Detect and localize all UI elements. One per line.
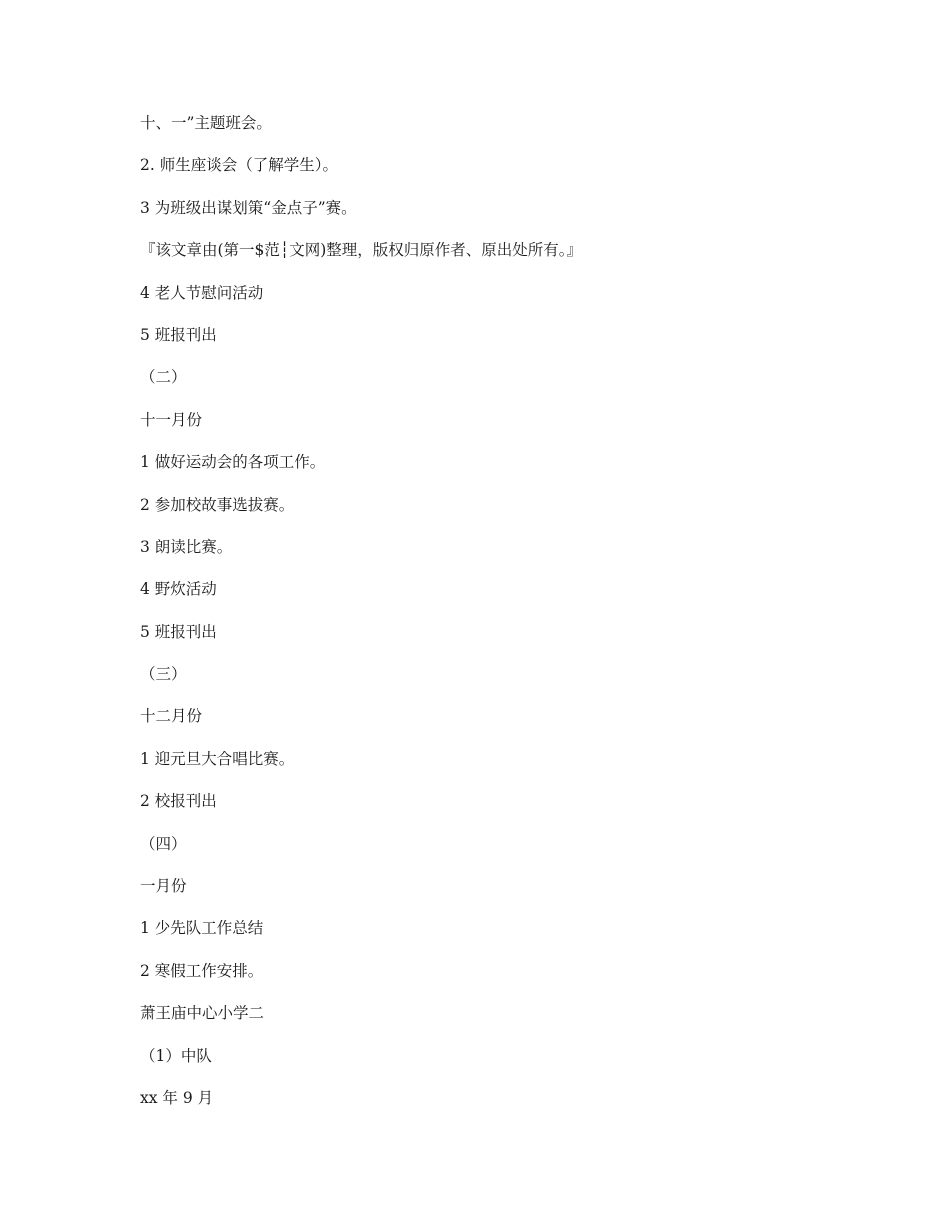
text-line: 1 做好运动会的各项工作。 (140, 453, 326, 472)
month-heading: 十二月份 (140, 707, 203, 726)
text-line: 5 班报刊出 (140, 325, 217, 344)
squad-name: （1）中队 (140, 1046, 212, 1065)
text-line: 1 迎元旦大合唱比赛。 (140, 749, 295, 768)
section-number: （四） (140, 834, 187, 853)
text-line: 2 参加校故事选拔赛。 (140, 495, 295, 514)
text-line: 十、一”主题班会。 (140, 114, 272, 132)
text-line: 2. 师生座谈会（了解学生）。 (140, 156, 338, 175)
text-line: 5 班报刊出 (140, 622, 217, 641)
text-line: 4 老人节慰问活动 (140, 283, 264, 302)
month-heading: 一月份 (140, 877, 187, 896)
section-number: （二） (140, 368, 187, 387)
school-name: 萧王庙中心小学二 (140, 1004, 265, 1023)
text-line: 3 为班级出谋划策“金点子”赛。 (140, 198, 357, 217)
section-number: （三） (140, 665, 187, 684)
copyright-notice: 『该文章由(第一$范┆文网)整理，版权归原作者、原出处所有。』 (140, 241, 583, 260)
document-body (140, 113, 840, 1130)
text-line: 4 野炊活动 (140, 580, 217, 599)
text-line: 3 朗读比赛。 (140, 537, 233, 556)
text-line: 2 寒假工作安排。 (140, 961, 264, 980)
month-heading: 十一月份 (140, 410, 203, 429)
document-date: xx 年 9 月 (140, 1088, 214, 1107)
text-line: 1 少先队工作总结 (140, 919, 264, 938)
text-line: 2 校报刊出 (140, 792, 217, 811)
